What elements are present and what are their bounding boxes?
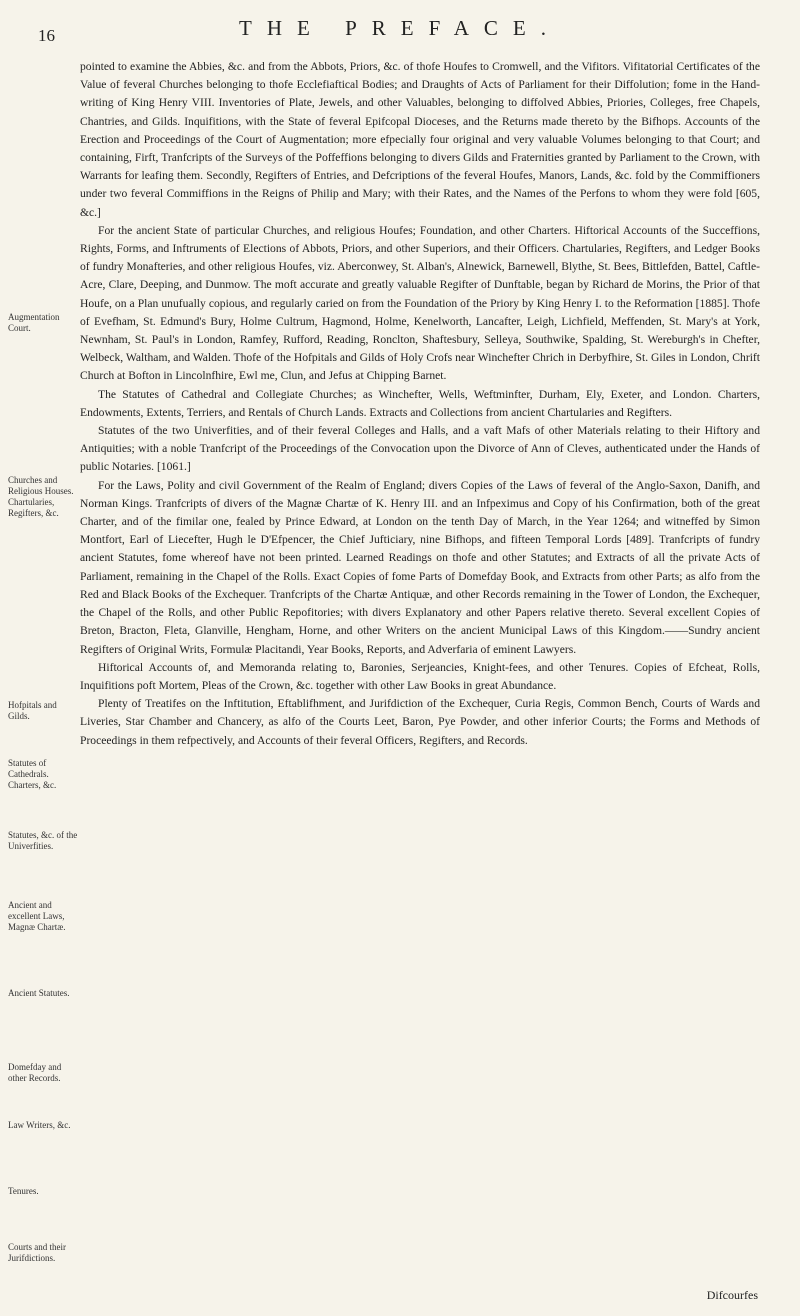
paragraph: For the ancient State of particular Churches, and religious Houfes; Foundation, and other Charters. Hiftorical Accounts of the Succeffions, Rights, Forms, and Inftruments of Elections of Abbots, Priors, and other Superiors, and their Officers. Chartularies, Regifters, and Ledger Books of fundry Monafteries, and other religious Houfes, viz. Aberconwey, St. Alban's, Alnewick, Barnewell, Blythe, St. Bees, Bittlefden, Battel, Caftle-Acre, Clare, Deeping, and Dunmow. The moft accurate and greatly valuable Regifter of Dunftable, began by Richard de Morins, the Prior of that Houfe, on a Plan unufually copious, and regularly caried on from the Foundation of the Priory by King Henry I. to the Reformation [1885]. Thofe of Evefham, St. Edmund's Bury, Holme Cultrum, Hagmond, Holme, Kenelworth, Lancafter, Leigh, Lichfield, Meffenden, St. Mary's at York, Newnham, St. Paul's in London, Ramfey, Rufford, Reading, Ronclton, Shaftesbury, Selleya, Southwike, Spalding, St. Wereburgh's in Chefter, Welbeck, Waltham, and Walden. Thofe of the Hofpitals and Gilds of Holy Crofs near Winchefter Chrich in Derbyfhire, St. Giles in London, Chrift Church at Bofton in Lincolnfhire, Ewl me, Clun, and Jefus at Chipping Barnet. <box>80 223 760 383</box>
margin-note-hospitals: Hofpitals and Gilds. <box>8 700 57 721</box>
paragraph: The Statutes of Cathedral and Collegiate Churches; as Winchefter, Wells, Weftminfter, Durham, Ely, Exeter, and London. Charters, Endowments, Extents, Terriers, and Rentals of Church Lands. Extracts and Collections from ancient Chartularies and Regifters. <box>80 387 760 419</box>
paragraph: Plenty of Treatifes on the Inftitution, Eftablifhment, and Jurifdiction of the Exchequer, Curia Regis, Common Bench, Courts of Wards and Liveries, Star Chamber and Chancery, as alfo of the Courts Leet, Baron, Pye Powder, and other inferior Courts; the Forms and Methods of Proceedings in them refpectively, and Accounts of their feveral Officers, Regifters, and Records. <box>80 697 760 747</box>
paragraph: Statutes of the two Univerfities, and of their feveral Colleges and Halls, and a vaft Mafs of other Materials relating to their Hiftory and Antiquities; with a noble Tranfcript of the Proceedings of the Convocation upon the Divorce of Ann of Cleves, authenticated under the Hands of public Notaries. [1061.] <box>80 424 760 474</box>
paragraph: Hiftorical Accounts of, and Memoranda relating to, Baronies, Serjeancies, Knight-fees, and other Tenures. Copies of Efcheat, Rolls, Inquifitions poft Mortem, Pleas of the Crown, &c. together with other Law Books in great Abundance. <box>80 660 760 692</box>
margin-note-ancient-laws: Ancient and excellent Laws, Magnæ Chartæ. <box>8 900 66 932</box>
margin-note-ancient-statutes: Ancient Statutes. <box>8 988 70 998</box>
margin-note-courts: Courts and their Jurifdictions. <box>8 1242 66 1263</box>
margin-note-universities: Statutes, &c. of the Univerfities. <box>8 830 78 851</box>
margin-note-tenures: Tenures. <box>8 1186 39 1196</box>
paragraph: pointed to examine the Abbies, &c. and from the Abbots, Priors, &c. of thofe Houfes to Cromwell, and the Vifitors. Vifitatorial Certificates of the Value of feveral Churches belonging to thofe Ecclefiaftical Bodies; and Draughts of Acts of Parliament for their Diffolution; fome in the Hand-writing of King Henry VIII. Inventories of Plate, Jewels, and other Valuables, belonging to diffolved Abbies, Priories, Colleges, free Chapels, Chantries, and Gilds. Inquifitions, with the State of feveral Epifcopal Dioceses, and the Returns made thereto by the Bifhops. Accounts of the Erection and Proceedings of the Court of Augmentation; more efpecially four original and very valuable Volumes belonging to that Court; and containing, Firft, Tranfcripts of the Surveys of the Poffeffions belonging to divers Gilds and Fraternities granted by Parliament to the Crown, with Warrants for leafing them. Secondly, Regifters of Entries, and Defcriptions of the feveral Houfes, Manors, Lands, &c. fold by the Commiffioners under two feveral Commiffions in the Reigns of Philip and Mary; with their Rates, and the Names of the Perfons to whom they were fold [605, &c.] <box>80 60 760 219</box>
page-number: 16 <box>38 26 55 45</box>
catchword: Difcourfes <box>706 1288 758 1302</box>
margin-note-domesday: Domefday and other Records. <box>8 1062 62 1083</box>
paragraph: For the Laws, Polity and civil Government of the Realm of England; divers Copies of the Laws of feveral of the Anglo-Saxon, Danifh, and Norman Kings. Tranfcripts of divers of the Magnæ Chartæ of K. Henry III. and an Infpeximus and Copy of his Confirmation, both of the great Charter, and of the fimilar one, fealed by Prince Edward, at London on the tenth Day of March, in the Year 1264; and witneffed by Simon Montfort, Earl of Liecefter, Hugh le D'Efpencer, the Chief Jufticiary, nine Bifhops, and fifteen Temporal Lords [489]. Tranfcripts of fundry ancient Statutes, fome whereof have not been printed. Learned Readings on thofe and other Statutes; and Extracts of all the private Acts of Parliament, remaining in the Chapel of the Rolls. Exact Copies of fome Parts of Domefday Book, and Extracts from other Parts; as alfo from the Red and Black Books of the Exchequer. Tranfcripts of the Chartæ Antiquæ, and other Records remaining in the Tower of London, the Exchequer, the Chapel of the Rolls, and other Public Repofitories; with divers Explanatory and other Papers relative thereto. Several excellent Copies of Breton, Bracton, Fleta, Glanville, Hengham, Horne, and other Writers on the ancient Municipal Laws of this Kingdom.——Sundry ancient Regifters of Original Writs, Formulæ Placitandi, Year Books, Reports, and Adverfaria of eminent Lawyers. <box>80 478 760 656</box>
margin-note-churches: Churches and Religious Houses. Chartularies, Regifters, &c. <box>8 475 74 518</box>
margin-note-cathedral-statutes: Statutes of Cathedrals. Charters, &c. <box>8 758 57 790</box>
margin-note-augmentation: Augmentation Court. <box>8 312 60 333</box>
running-title: THE PREFACE. <box>239 16 561 40</box>
body-text <box>80 58 760 750</box>
margin-note-law-writers: Law Writers, &c. <box>8 1120 71 1130</box>
